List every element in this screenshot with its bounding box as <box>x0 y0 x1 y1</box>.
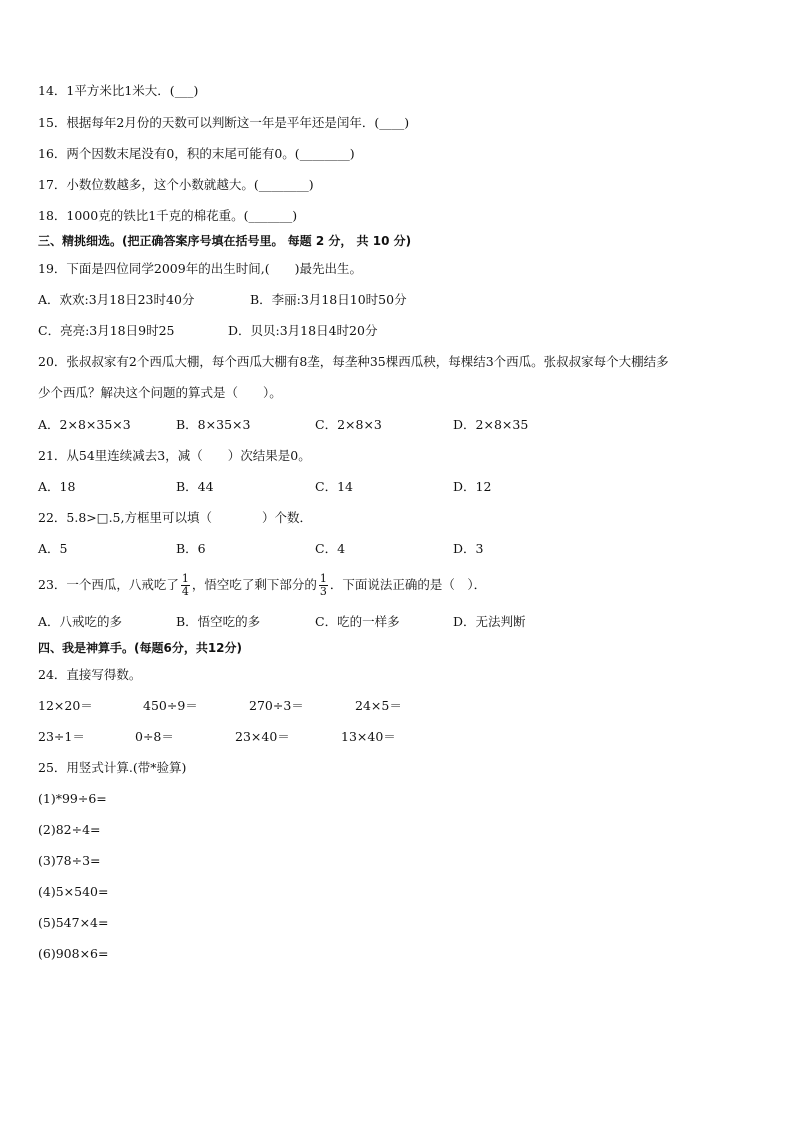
question-24-stem: 24．直接写得数。 <box>38 667 142 682</box>
question-14: 14．1平方米比1米大．(___) <box>38 83 199 98</box>
q22-option-b: B．6 <box>176 541 206 556</box>
q19-option-b: B．李丽:3月18日10时50分 <box>250 292 407 307</box>
fraction-2-numerator: 1 <box>319 572 327 585</box>
q23-text-part2: ，悟空吃了剩下部分的 <box>191 577 317 592</box>
q21-option-a: A．18 <box>38 479 76 494</box>
fraction-1-numerator: 1 <box>181 572 189 585</box>
q21-option-c: C．14 <box>315 479 353 494</box>
question-25-stem: 25．用竖式计算.(带*验算) <box>38 760 187 775</box>
q24-calc-5: 23÷1＝ <box>38 729 85 744</box>
fraction-1-denominator: 4 <box>181 585 189 598</box>
q25-item-6: (6)908×6= <box>38 946 109 961</box>
q25-item-1: (1)*99÷6= <box>38 791 107 806</box>
q24-calc-7: 23×40＝ <box>235 729 290 744</box>
q22-option-d: D．3 <box>453 541 484 556</box>
q21-option-d: D．12 <box>453 479 492 494</box>
q19-option-a: A．欢欢:3月18日23时40分 <box>38 292 195 307</box>
fraction-2-denominator: 3 <box>319 585 327 598</box>
q21-option-b: B．44 <box>176 479 214 494</box>
q19-option-d: D．贝贝:3月18日4时20分 <box>228 323 378 338</box>
question-20-stem-line2: 少个西瓜？解决这个问题的算式是（ ）。 <box>38 385 282 400</box>
question-23-stem <box>38 570 486 600</box>
section-3-heading: 三、精挑细选。(把正确答案序号填在括号里。 每题 2 分， 共 10 分) <box>38 234 412 248</box>
q24-calc-2: 450÷9＝ <box>143 698 198 713</box>
q22-option-c: C．4 <box>315 541 346 556</box>
q24-calc-6: 0÷8＝ <box>135 729 174 744</box>
question-18: 18．1000克的铁比1千克的棉花重。(_______) <box>38 208 298 223</box>
q20-option-d: D．2×8×35 <box>453 417 529 432</box>
q19-option-c: C．亮亮:3月18日9时25 <box>38 323 175 338</box>
q23-text-part3: ．下面说法正确的是（ ）． <box>329 577 487 592</box>
question-22-stem: 22．5.8>□.5,方框里可以填（ ）个数． <box>38 510 312 525</box>
q20-option-a: A．2×8×35×3 <box>38 417 131 432</box>
q23-text-part1: 23．一个西瓜，八戒吃了 <box>38 577 179 592</box>
q23-option-d: D．无法判断 <box>453 614 526 629</box>
question-15: 15．根据每年2月份的天数可以判断这一年是平年还是闰年．(____) <box>38 115 410 130</box>
q25-item-5: (5)547×4= <box>38 915 109 930</box>
question-21-stem: 21．从54里连续减去3，减（ ）次结果是0。 <box>38 448 311 463</box>
fraction-one-quarter <box>181 573 190 598</box>
q20-option-c: C．2×8×3 <box>315 417 382 432</box>
q24-calc-4: 24×5＝ <box>355 698 402 713</box>
q23-option-b: B．悟空吃的多 <box>176 614 261 629</box>
q24-calc-3: 270÷3＝ <box>249 698 304 713</box>
fraction-one-third <box>319 573 328 598</box>
q25-item-2: (2)82÷4= <box>38 822 101 837</box>
q25-item-4: (4)5×540= <box>38 884 109 899</box>
question-20-stem-line1: 20．张叔叔家有2个西瓜大棚，每个西瓜大棚有8垄，每垄种35棵西瓜秧，每棵结3个西瓜。张叔叔家每个大棚结多 <box>38 354 669 369</box>
question-19-stem: 19．下面是四位同学2009年的出生时间,( )最先出生。 <box>38 261 362 276</box>
q20-option-b: B．8×35×3 <box>176 417 251 432</box>
q24-calc-8: 13×40＝ <box>341 729 396 744</box>
section-4-heading: 四、我是神算手。(每题6分，共12分) <box>38 641 243 655</box>
q24-calc-1: 12×20＝ <box>38 698 93 713</box>
q23-option-a: A．八戒吃的多 <box>38 614 123 629</box>
q25-item-3: (3)78÷3= <box>38 853 101 868</box>
question-16: 16．两个因数末尾没有0，积的末尾可能有0。(________) <box>38 146 355 161</box>
question-17: 17．小数位数越多，这个小数就越大。(________) <box>38 177 314 192</box>
q22-option-a: A．5 <box>38 541 68 556</box>
q23-option-c: C．吃的一样多 <box>315 614 400 629</box>
